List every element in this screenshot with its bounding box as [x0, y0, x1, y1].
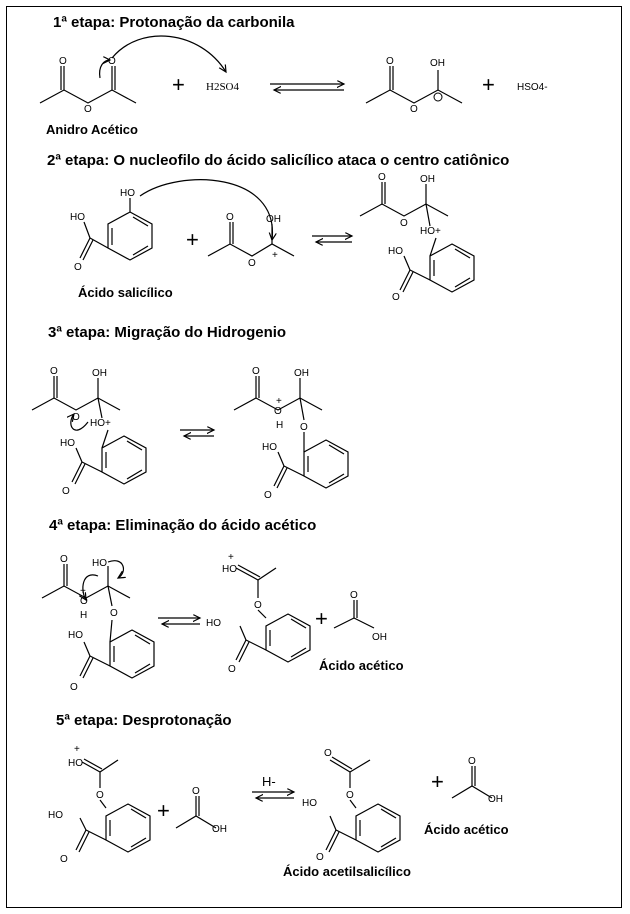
svg-text:O: O — [110, 608, 118, 619]
protonated-aspirin-step5 — [48, 744, 150, 865]
svg-text:H: H — [80, 610, 88, 621]
svg-text:O: O — [226, 212, 234, 223]
aspirin-label: Ácido acetilsalicílico — [283, 864, 411, 879]
svg-text:O: O — [254, 600, 262, 611]
svg-text:HO: HO — [70, 212, 85, 223]
svg-text:O: O — [70, 682, 78, 693]
svg-text:O: O — [228, 664, 236, 675]
svg-text:OH: OH — [294, 368, 309, 379]
intermediate-before-migration — [32, 366, 146, 497]
svg-text:HO: HO — [68, 758, 83, 769]
svg-text:OH: OH — [372, 632, 387, 643]
step-1-title: 1ª etapa: Protonação da carbonila — [53, 14, 295, 31]
svg-text:O: O — [386, 56, 394, 67]
protonated-aspirin-structure — [206, 552, 310, 675]
svg-text:OH: OH — [488, 794, 503, 805]
svg-text:O: O — [192, 786, 200, 797]
svg-text:OH: OH — [92, 368, 107, 379]
svg-text:+: + — [228, 552, 234, 563]
plus-sign: + — [482, 72, 495, 97]
equilibrium-arrows — [158, 618, 200, 624]
plus-sign: + — [172, 72, 185, 97]
plus-sign: + — [431, 769, 444, 794]
plus-sign: + — [315, 606, 328, 631]
svg-text:O: O — [74, 262, 82, 273]
svg-text:O: O — [324, 748, 332, 759]
svg-text:O: O — [274, 406, 282, 417]
svg-text:HO: HO — [60, 438, 75, 449]
svg-text:O: O — [346, 790, 354, 801]
plus-sign: + — [157, 798, 170, 823]
acetic-anhydride-structure — [40, 56, 136, 115]
step-3-title: 3ª etapa: Migração do Hidrogenio — [48, 324, 287, 341]
intermediate-after-migration — [234, 366, 348, 501]
svg-text:O: O — [84, 104, 92, 115]
svg-text:OH: OH — [420, 174, 435, 185]
svg-text:O: O — [378, 172, 386, 183]
svg-text:O: O — [350, 590, 358, 601]
svg-text:O: O — [468, 756, 476, 767]
svg-text:O: O — [410, 104, 418, 115]
svg-text:O: O — [248, 258, 256, 269]
svg-text:O: O — [96, 790, 104, 801]
svg-text:HO: HO — [48, 810, 63, 821]
svg-text:O: O — [316, 852, 324, 863]
step-4-title: 4ª etapa: Eliminação do ácido acético — [49, 517, 317, 534]
svg-text:O: O — [108, 56, 116, 67]
acetic-acid-label-step5: Ácido acético — [424, 822, 509, 837]
acetic-acid-structure — [334, 590, 387, 643]
salicylic-acid-label: Ácido salicílico — [78, 285, 173, 300]
svg-text:+: + — [276, 396, 282, 407]
svg-text:O: O — [252, 366, 260, 377]
svg-text:HO: HO — [68, 630, 83, 641]
salicylic-acid-structure — [70, 188, 152, 273]
svg-text:O: O — [392, 292, 400, 303]
svg-text:HO: HO — [120, 188, 135, 199]
svg-text:+: + — [74, 744, 80, 755]
svg-text:O: O — [72, 412, 80, 423]
svg-text:+: + — [272, 250, 278, 261]
svg-text:HO: HO — [388, 246, 403, 257]
svg-text:O: O — [400, 218, 408, 229]
equilibrium-arrows — [252, 792, 294, 798]
curved-arrow — [140, 180, 272, 240]
aspirin-structure — [302, 748, 400, 863]
svg-text:OH: OH — [266, 214, 281, 225]
svg-text:O: O — [80, 596, 88, 607]
svg-text:HO: HO — [262, 442, 277, 453]
svg-text:HO: HO — [206, 618, 221, 629]
svg-text:HO: HO — [92, 558, 107, 569]
step-5-title: 5ª etapa: Desprotonação — [56, 712, 232, 729]
svg-text:O: O — [50, 366, 58, 377]
step-2-title: 2ª etapa: O nucleofilo do ácido salicílico ataca o centro catiônico — [47, 152, 510, 169]
protonated-anhydride-structure — [366, 56, 462, 115]
svg-text:OH: OH — [212, 824, 227, 835]
plus-sign: + — [186, 227, 199, 252]
svg-text:HO: HO — [302, 798, 317, 809]
acetic-acid-label-step4: Ácido acético — [319, 658, 404, 673]
svg-text:HO: HO — [222, 564, 237, 575]
curved-arrow — [112, 36, 226, 72]
svg-text:O: O — [59, 56, 67, 67]
h2so4-formula: H2SO4 — [206, 81, 240, 93]
intermediate-before-elimination — [42, 554, 154, 693]
acetic-acid-structure — [176, 786, 227, 835]
equilibrium-arrows — [180, 430, 214, 436]
svg-text:O: O — [60, 554, 68, 565]
svg-text:+: + — [80, 586, 86, 597]
svg-text:O: O — [62, 486, 70, 497]
equilibrium-arrows — [270, 84, 344, 90]
anhydride-label: Anidro Acético — [46, 122, 138, 137]
svg-text:O: O — [264, 490, 272, 501]
svg-text:H: H — [276, 420, 284, 431]
hydride-label: H- — [262, 774, 276, 789]
acetic-acid-structure — [452, 756, 503, 805]
curved-arrow — [108, 561, 123, 578]
svg-text:HO+: HO+ — [90, 418, 111, 429]
equilibrium-arrows — [312, 236, 352, 242]
svg-text:O: O — [60, 854, 68, 865]
svg-text:O: O — [300, 422, 308, 433]
protonated-carbocation-structure — [208, 212, 294, 269]
tetrahedral-intermediate-structure — [360, 172, 474, 303]
svg-text:HO+: HO+ — [420, 226, 441, 237]
hso4-formula: HSO4- — [517, 82, 548, 93]
svg-text:OH: OH — [430, 58, 445, 69]
